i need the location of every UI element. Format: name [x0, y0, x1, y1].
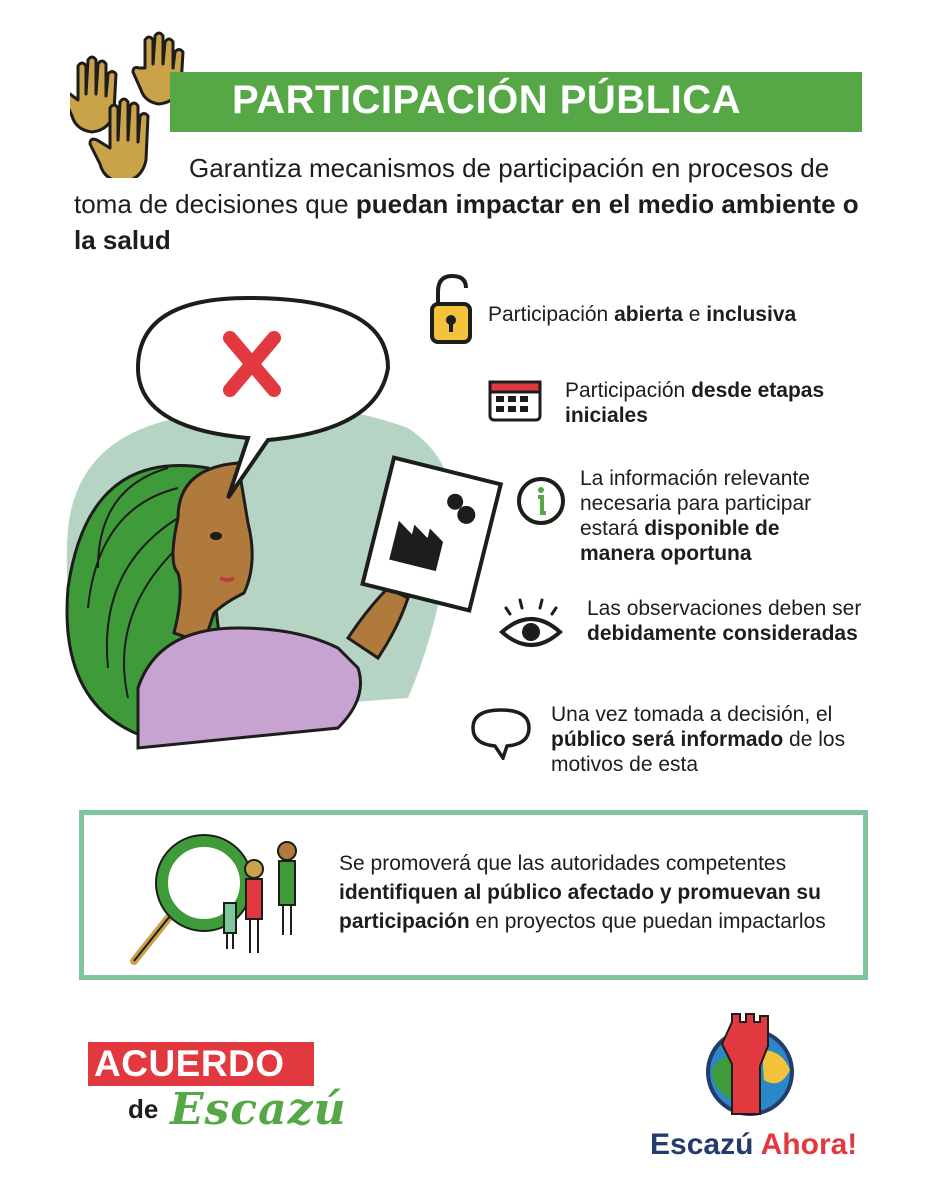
- intro-bold: puedan impactar en el medio ambiente o la salud: [74, 189, 859, 255]
- highlight-box: [79, 810, 868, 980]
- intro-plain: Garantiza mecanismos de participación en procesos de toma de decisiones que: [74, 153, 830, 219]
- escazu-ahora-logo: [650, 1010, 858, 1170]
- info-icon: [516, 476, 566, 526]
- magnifier-people-icon: [124, 831, 304, 971]
- intro-text: [74, 150, 874, 258]
- list-item: Las observaciones deben ser debidamente consideradas: [587, 597, 862, 645]
- list-item: Una vez tomada a decisión, el público será informado de los motivos de esta: [551, 703, 846, 776]
- list-item: La información relevante necesaria para participar estará disponible de manera oportuna: [580, 467, 812, 565]
- box-text: Se promoverá que las autoridades competentes identifiquen al público afectado y promuevan su participación en proyectos que puedan impactarlos: [339, 852, 826, 933]
- acuerdo-escazu-logo: ACUERDO de Escazú: [88, 1042, 318, 1142]
- globe-fist-icon: [702, 1010, 798, 1120]
- speech-bubble-icon: [470, 706, 532, 760]
- title-banner: [170, 72, 862, 132]
- calendar-icon: [488, 378, 542, 422]
- list-item: Participación desde etapas iniciales: [565, 379, 825, 427]
- acuerdo-badge: ACUERDO: [88, 1042, 314, 1086]
- open-padlock-icon: [428, 272, 474, 346]
- page-title: PARTICIPACIÓN PÚBLICA: [232, 78, 742, 122]
- eye-icon: [498, 598, 564, 648]
- list-item: Participación abierta e inclusiva: [488, 303, 797, 326]
- escazu-ahora-wordmark: Escazú Ahora!: [650, 1128, 858, 1161]
